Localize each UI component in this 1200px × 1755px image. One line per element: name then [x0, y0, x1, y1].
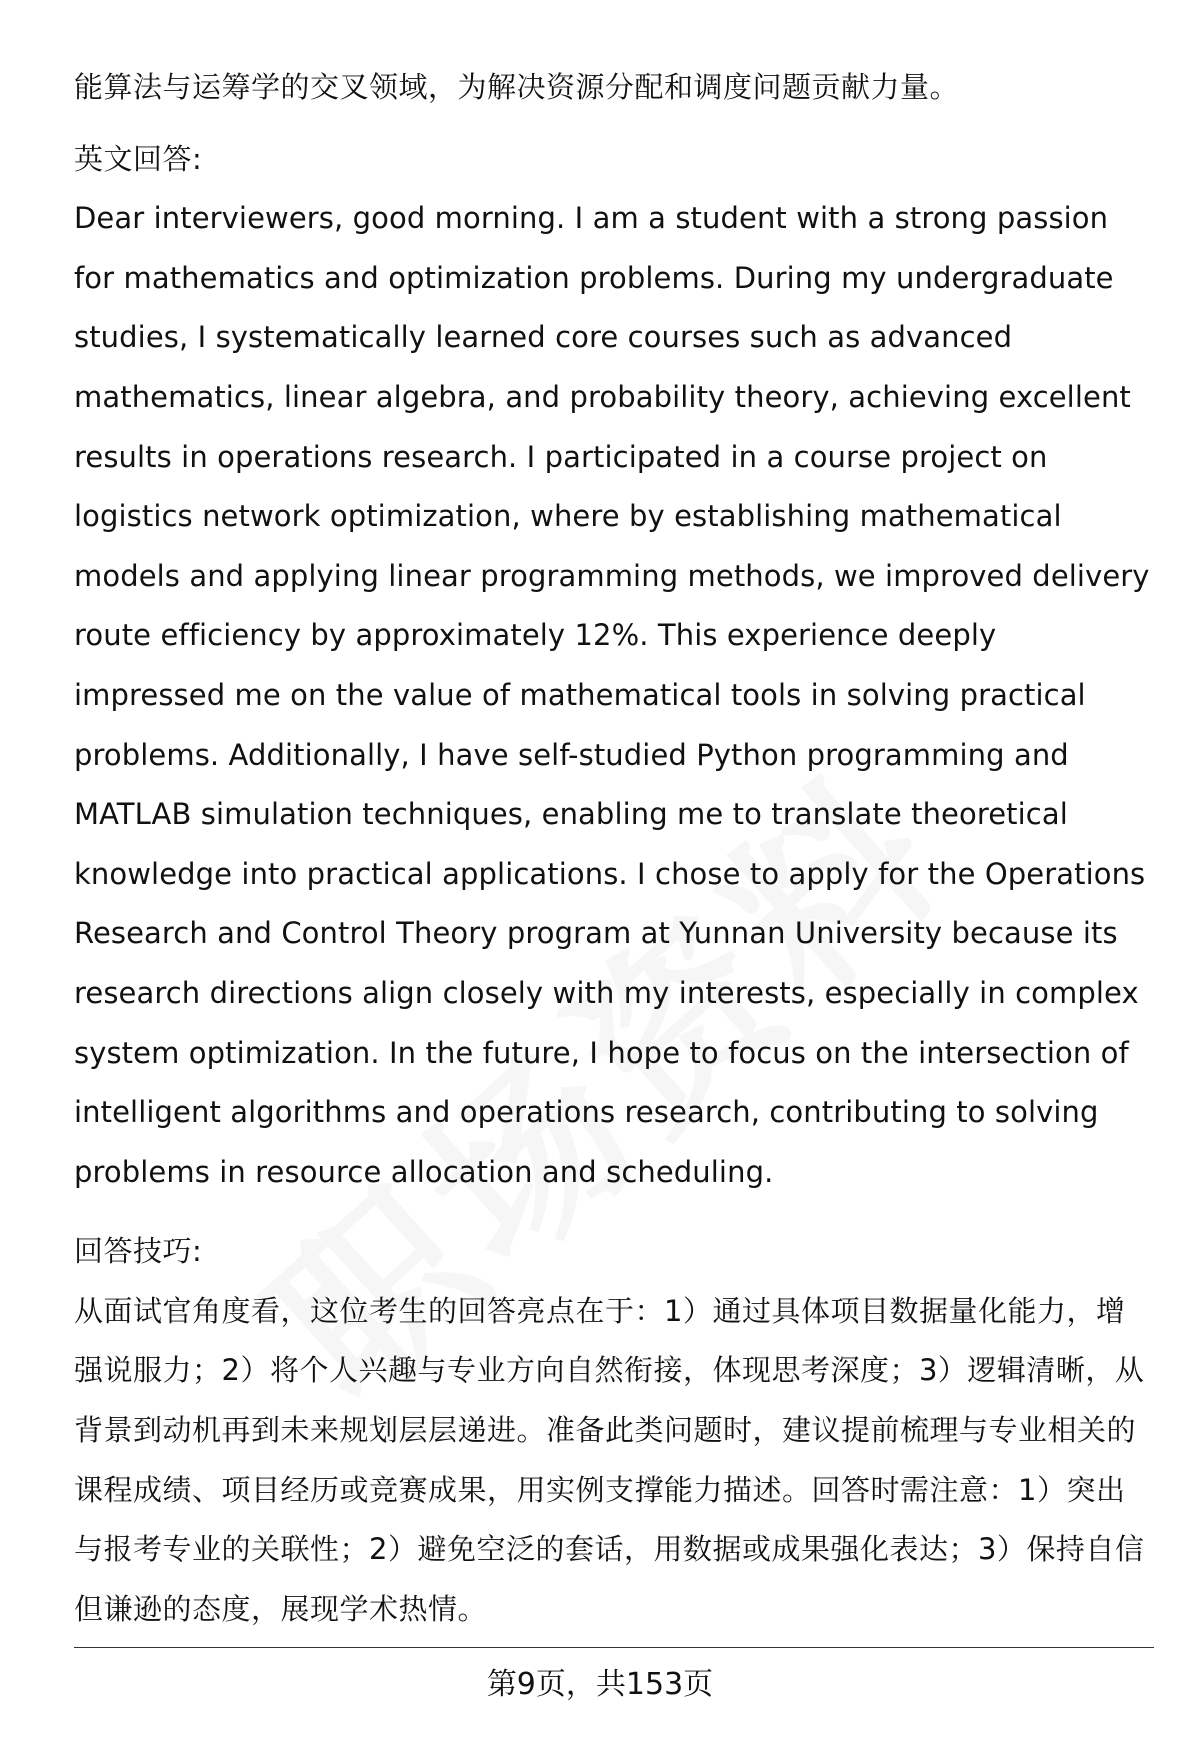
document-page: [74, 58, 1154, 1639]
footer-divider: [74, 1647, 1154, 1648]
lead-paragraph: 能算法与运筹学的交叉领域，为解决资源分配和调度问题贡献力量。: [74, 70, 960, 104]
english-answer-paragraph: Dear interviewers, good morning. I am a student with a strong passion for mathematics and optimization problems. During my undergraduate studies, I systematically learned core courses such as advanced mathematics, linear algebra, and probability theory, achieving excellent results in operations research. I participated in a course project on logistics network optimization, where by establishing mathematical models and applying linear programming methods, we improved delivery route efficiency by approximately 12%. This experience deeply impressed me on the value of mathematical tools in solving practical problems. Additionally, I have self-studied Python programming and MATLAB simulation techniques, enabling me to translate theoretical knowledge into practical applications. I chose to apply for the Operations Research and Control Theory program at Yunnan University because its research directions align closely with my interests, especially in complex system optimization. In the future, I hope to focus on the intersection of intelligent algorithms and operations research, contributing to solving problems in resource allocation and scheduling.: [74, 201, 1150, 1189]
section-gap: [74, 1202, 1154, 1222]
answer-tips-label: 回答技巧:: [74, 1234, 203, 1269]
page-indicator: 第9页，共153页: [486, 1667, 714, 1702]
english-answer-label: 英文回答:: [74, 141, 203, 176]
answer-tips-paragraph: 从面试官角度看，这位考生的回答亮点在于：1）通过具体项目数据量化能力，增强说服力；2）将个人兴趣与专业方向自然衔接，体现思考深度；3）逻辑清晰，从背景到动机再到未来规划层层递进。准备此类问题时，建议提前梳理与专业相关的课程成绩、项目经历或竞赛成果，用实例支撑能力描述。回答时需注意：1）突出与报考专业的关联性；2）避免空泛的套话，用数据或成果强化表达；3）保持自信但谦逊的态度，展现学术热情。: [74, 1293, 1145, 1626]
